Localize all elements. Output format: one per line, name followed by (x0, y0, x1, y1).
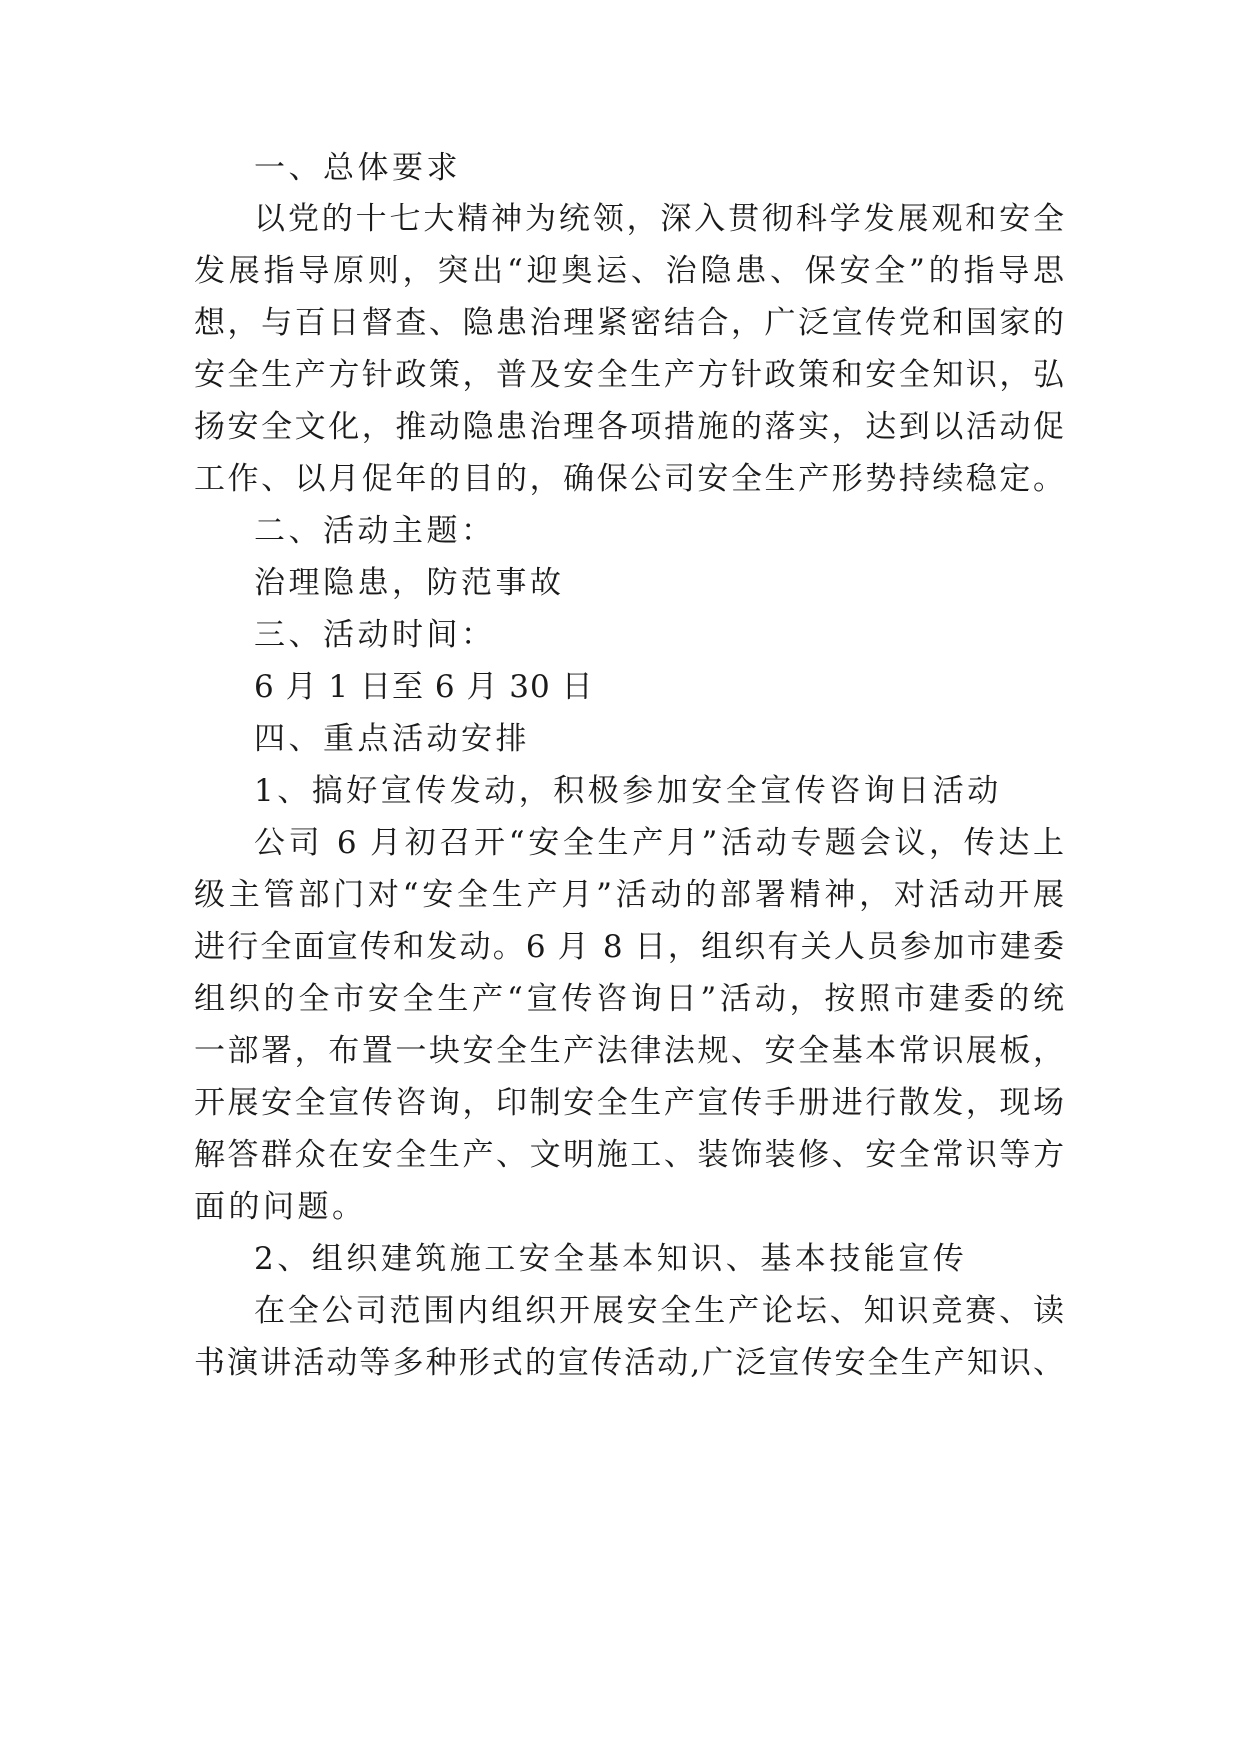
subheading-item-1: 1、搞好宣传发动，积极参加安全宣传咨询日活动 (254, 773, 1002, 809)
paragraph-line: 组织的全市安全生产“宣传咨询日”活动，按照市建委的统 (194, 981, 1064, 1017)
paragraph-line: 开展安全宣传咨询，印制安全生产宣传手册进行散发，现场 (194, 1085, 1064, 1121)
activity-time-text: 6 月 1 日至 6 月 30 日 (254, 669, 594, 705)
activity-theme-text: 治理隐患，防范事故 (254, 565, 565, 601)
subheading-item-2: 2、组织建筑施工安全基本知识、基本技能宣传 (254, 1241, 968, 1277)
paragraph-line: 安全生产方针政策，普及安全生产方针政策和安全知识，弘 (194, 357, 1064, 393)
paragraph-line: 面的问题。 (194, 1189, 367, 1225)
paragraph-line: 书演讲活动等多种形式的宣传活动,广泛宣传安全生产知识、 (194, 1345, 1064, 1381)
heading-activity-time: 三、活动时间： (254, 617, 496, 653)
paragraph-line: 发展指导原则，突出“迎奥运、治隐患、保安全”的指导思 (194, 253, 1064, 289)
paragraph-line: 解答群众在安全生产、文明施工、装饰装修、安全常识等方 (194, 1137, 1064, 1173)
heading-general-requirements: 一、总体要求 (254, 150, 461, 186)
paragraph-line: 工作、以月促年的目的，确保公司安全生产形势持续稳定。 (194, 461, 1064, 497)
paragraph-line: 扬安全文化，推动隐患治理各项措施的落实，达到以活动促 (194, 409, 1064, 445)
paragraph-line: 以党的十七大精神为统领，深入贯彻科学发展观和安全 (254, 201, 1064, 237)
paragraph-line: 想，与百日督查、隐患治理紧密结合，广泛宣传党和国家的 (194, 305, 1064, 341)
heading-activity-theme: 二、活动主题： (254, 513, 496, 549)
paragraph-line: 在全公司范围内组织开展安全生产论坛、知识竞赛、读 (254, 1293, 1064, 1329)
paragraph-line: 进行全面宣传和发动。6 月 8 日，组织有关人员参加市建委 (194, 929, 1064, 965)
paragraph-line: 级主管部门对“安全生产月”活动的部署精神，对活动开展 (194, 877, 1064, 913)
paragraph-line: 一部署，布置一块安全生产法律法规、安全基本常识展板， (194, 1033, 1064, 1069)
paragraph-line: 公司 6 月初召开“安全生产月”活动专题会议，传达上 (254, 825, 1064, 861)
heading-key-activities: 四、重点活动安排 (254, 721, 530, 757)
